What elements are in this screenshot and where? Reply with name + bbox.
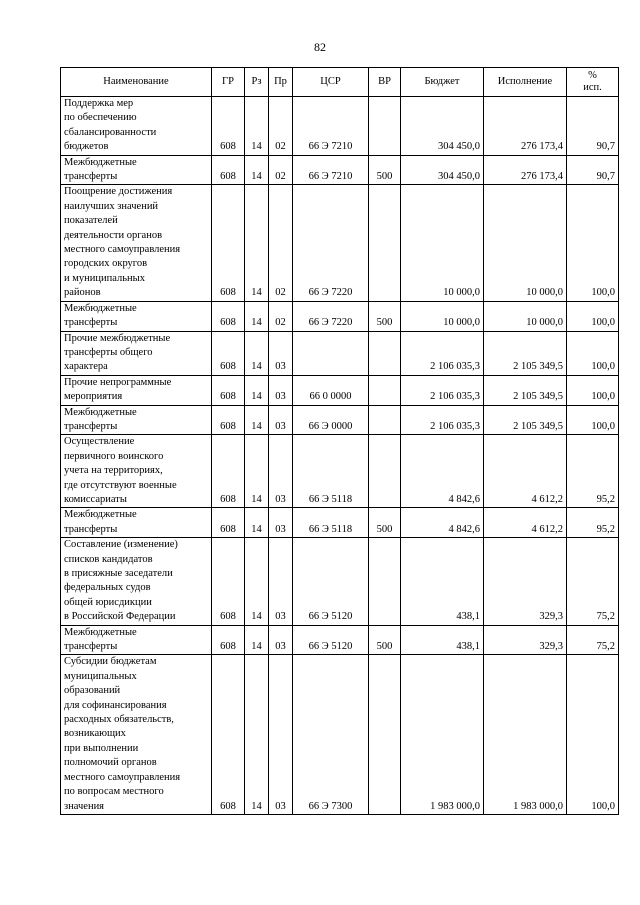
- row-rz: 14: [245, 625, 269, 655]
- row-pct: 90,7: [567, 97, 619, 156]
- row-vr: 500: [369, 625, 401, 655]
- row-pr: 03: [269, 538, 293, 625]
- row-budget: 10 000,0: [401, 301, 484, 331]
- table-row: [61, 155, 619, 185]
- row-execution: 276 173,4: [484, 97, 567, 156]
- row-vr: [369, 375, 401, 405]
- row-budget: 2 106 035,3: [401, 375, 484, 405]
- row-gr: 608: [212, 435, 245, 508]
- row-csr: 66 Э 7210: [293, 97, 369, 156]
- row-budget: 4 842,6: [401, 508, 484, 538]
- row-budget: 304 450,0: [401, 97, 484, 156]
- row-name: Межбюджетные трансферты: [61, 405, 212, 435]
- row-execution: 2 105 349,5: [484, 375, 567, 405]
- row-gr: 608: [212, 375, 245, 405]
- row-csr: 66 Э 7300: [293, 655, 369, 814]
- row-execution: 2 105 349,5: [484, 405, 567, 435]
- row-gr: 608: [212, 655, 245, 814]
- row-gr: 608: [212, 625, 245, 655]
- row-pct: 100,0: [567, 185, 619, 301]
- row-execution: 2 105 349,5: [484, 331, 567, 375]
- row-name: Субсидии бюджетам муниципальных образований для софинансирования расходных обязательств, возникающих при выполнении полномочий органов местного самоуправления по вопросам местного значения: [61, 655, 212, 814]
- row-execution: 1 983 000,0: [484, 655, 567, 814]
- row-budget: 304 450,0: [401, 155, 484, 185]
- table-row: [61, 435, 619, 508]
- header-execution: Исполнение: [484, 68, 567, 97]
- row-pct: 100,0: [567, 655, 619, 814]
- table-header-row: [61, 68, 619, 97]
- row-budget: 2 106 035,3: [401, 405, 484, 435]
- table-row: [61, 301, 619, 331]
- row-gr: 608: [212, 301, 245, 331]
- row-gr: 608: [212, 185, 245, 301]
- row-csr: 66 Э 5118: [293, 435, 369, 508]
- row-vr: [369, 538, 401, 625]
- row-csr: 66 Э 5118: [293, 508, 369, 538]
- table-row: [61, 375, 619, 405]
- row-rz: 14: [245, 538, 269, 625]
- row-csr: 66 Э 0000: [293, 405, 369, 435]
- row-budget: 4 842,6: [401, 435, 484, 508]
- row-pr: 03: [269, 375, 293, 405]
- row-name: Прочие межбюджетные трансферты общего характера: [61, 331, 212, 375]
- row-budget: 438,1: [401, 538, 484, 625]
- row-rz: 14: [245, 375, 269, 405]
- row-pct: 100,0: [567, 405, 619, 435]
- row-execution: 329,3: [484, 625, 567, 655]
- table-row: [61, 97, 619, 156]
- row-budget: 10 000,0: [401, 185, 484, 301]
- table-row: [61, 405, 619, 435]
- row-pr: 03: [269, 655, 293, 814]
- row-csr: 66 0 0000: [293, 375, 369, 405]
- row-name: Межбюджетные трансферты: [61, 508, 212, 538]
- row-gr: 608: [212, 97, 245, 156]
- row-pr: 03: [269, 405, 293, 435]
- header-vr: ВР: [369, 68, 401, 97]
- row-vr: [369, 185, 401, 301]
- row-vr: 500: [369, 301, 401, 331]
- header-budget: Бюджет: [401, 68, 484, 97]
- row-gr: 608: [212, 508, 245, 538]
- row-budget: 2 106 035,3: [401, 331, 484, 375]
- row-pct: 100,0: [567, 301, 619, 331]
- row-csr: 66 Э 5120: [293, 538, 369, 625]
- budget-table: [60, 67, 619, 815]
- row-gr: 608: [212, 538, 245, 625]
- table-row: [61, 625, 619, 655]
- table-row: [61, 655, 619, 814]
- row-rz: 14: [245, 655, 269, 814]
- row-rz: 14: [245, 508, 269, 538]
- row-vr: 500: [369, 155, 401, 185]
- row-name: Осуществление первичного воинского учета на территориях, где отсутствуют военные комиссариаты: [61, 435, 212, 508]
- row-pct: 95,2: [567, 435, 619, 508]
- row-execution: 10 000,0: [484, 301, 567, 331]
- row-gr: 608: [212, 155, 245, 185]
- row-pct: 90,7: [567, 155, 619, 185]
- row-pct: 75,2: [567, 625, 619, 655]
- row-name: Прочие непрограммные мероприятия: [61, 375, 212, 405]
- row-execution: 4 612,2: [484, 435, 567, 508]
- row-rz: 14: [245, 301, 269, 331]
- row-pr: 03: [269, 508, 293, 538]
- row-gr: 608: [212, 405, 245, 435]
- row-pr: 03: [269, 331, 293, 375]
- row-rz: 14: [245, 405, 269, 435]
- header-gr: ГР: [212, 68, 245, 97]
- row-pct: 75,2: [567, 538, 619, 625]
- row-pct: 100,0: [567, 331, 619, 375]
- row-name: Межбюджетные трансферты: [61, 155, 212, 185]
- row-pr: 02: [269, 97, 293, 156]
- row-budget: 438,1: [401, 625, 484, 655]
- header-rz: Рз: [245, 68, 269, 97]
- table-row: [61, 508, 619, 538]
- row-pr: 03: [269, 625, 293, 655]
- row-execution: 276 173,4: [484, 155, 567, 185]
- header-pct: % исп.: [567, 68, 619, 97]
- row-name: Составление (изменение) списков кандидатов в присяжные заседатели федеральных судов общей юрисдикции в Российской Федерации: [61, 538, 212, 625]
- row-vr: [369, 97, 401, 156]
- row-gr: 608: [212, 331, 245, 375]
- row-budget: 1 983 000,0: [401, 655, 484, 814]
- row-csr: 66 Э 5120: [293, 625, 369, 655]
- row-rz: 14: [245, 97, 269, 156]
- row-csr: 66 Э 7220: [293, 301, 369, 331]
- row-pr: 02: [269, 155, 293, 185]
- row-rz: 14: [245, 331, 269, 375]
- row-pr: 02: [269, 185, 293, 301]
- row-vr: [369, 331, 401, 375]
- row-vr: [369, 655, 401, 814]
- row-csr: 66 Э 7210: [293, 155, 369, 185]
- table-row: [61, 185, 619, 301]
- header-pr: Пр: [269, 68, 293, 97]
- header-name: Наименование: [61, 68, 212, 97]
- row-pct: 95,2: [567, 508, 619, 538]
- row-pr: 03: [269, 435, 293, 508]
- row-vr: 500: [369, 508, 401, 538]
- row-vr: [369, 405, 401, 435]
- row-csr: [293, 331, 369, 375]
- row-csr: 66 Э 7220: [293, 185, 369, 301]
- row-vr: [369, 435, 401, 508]
- row-rz: 14: [245, 435, 269, 508]
- row-pr: 02: [269, 301, 293, 331]
- row-execution: 4 612,2: [484, 508, 567, 538]
- row-pct: 100,0: [567, 375, 619, 405]
- page-number: 82: [314, 40, 326, 54]
- table-row: [61, 538, 619, 625]
- row-rz: 14: [245, 155, 269, 185]
- row-name: Межбюджетные трансферты: [61, 301, 212, 331]
- row-name: Поощрение достижения наилучших значений показателей деятельности органов местного самоуправления городских округов и муниципальных районов: [61, 185, 212, 301]
- table-row: [61, 331, 619, 375]
- row-name: Поддержка мер по обеспечению сбалансированности бюджетов: [61, 97, 212, 156]
- header-csr: ЦСР: [293, 68, 369, 97]
- row-execution: 10 000,0: [484, 185, 567, 301]
- row-execution: 329,3: [484, 538, 567, 625]
- row-rz: 14: [245, 185, 269, 301]
- row-name: Межбюджетные трансферты: [61, 625, 212, 655]
